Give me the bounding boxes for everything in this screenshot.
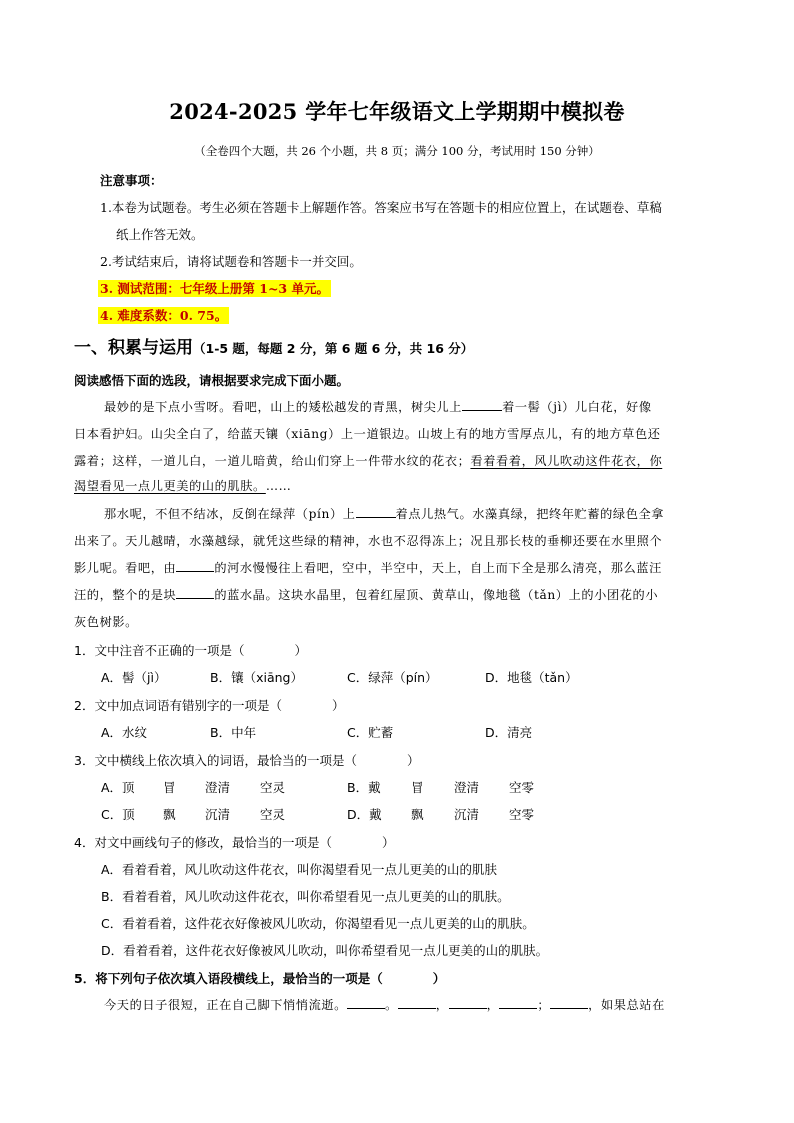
notice-item-1: 1.本卷为试题卷。考生必须在答题卡上解题作答。答案应书写在答题卡的相应位置上，在试题卷、草稿 [100,200,662,215]
passage-p2-line1: 那水呢，不但不结冰，反倒在绿萍（pín）上 着点儿热气。水藻真绿，把终年贮蓄的绿色全拿 [104,507,665,521]
section-1-heading: 一、积累与运用 [74,338,193,358]
section-1-title [74,333,473,358]
question-1-option-b[interactable]: B．镶（xiāng） [210,670,303,685]
question-3-option-d-word3: 沉清 [454,807,480,822]
question-4-option-c[interactable]: C．看着看着，这件花衣好像被风儿吹动，你渴望看见一点儿更美的山的肌肤。 [101,916,535,931]
question-2-stem: 2．文中加点词语有错别字的一项是（ ） [74,698,345,713]
blank-3 [176,559,214,572]
question-3-option-a-word3: 澄清 [205,780,231,795]
q5-blank-2 [398,996,436,1009]
question-3-option-b-word3: 澄清 [454,780,480,795]
question-3-option-d-word2: 飘 [411,807,424,822]
passage-p1-line1: 最妙的是下点小雪呀。看吧，山上的矮松越发的青黑，树尖儿上 着一髻（jì）儿白花，好像 [104,400,652,414]
question-3-option-a-word4: 空灵 [260,780,286,795]
question-3-option-c-word4: 空灵 [260,807,286,822]
question-2-option-b[interactable]: B．中年 [210,725,257,740]
question-2-option-c[interactable]: C．贮蓄 [347,725,394,740]
question-5-passage-line1: 今天的日子很短，正在自己脚下悄悄流逝。 。 ， ， ； ，如果总站在 [104,998,665,1012]
section-1-score-note: （1-5 题，每题 2 分，第 6 题 6 分，共 16 分） [193,341,474,356]
question-3-option-b-word4: 空零 [509,780,535,795]
passage-p2-line4: 汪的，整个的是块 的蓝水晶。这块水晶里，包着红屋顶、黄草山，像地毯（tǎn）上的小团花的小 [74,588,659,602]
question-3-option-c-word3: 沉清 [205,807,231,822]
question-5-stem: 5．将下列句子依次填入语段横线上，最恰当的一项是（ ） [74,971,446,986]
underlined-sentence-cont: 渴望看见一点儿更美的山的肌肤。 [74,479,266,493]
question-4-option-a[interactable]: A．看着看着，风儿吹动这件花衣，叫你渴望看见一点儿更美的山的肌肤 [101,862,498,877]
question-3-option-c-word2: 飘 [163,807,176,822]
exam-subtitle: （全卷四个大题，共 26 个小题，共 8 页；满分 100 分，考试用时 150 分钟） [194,144,600,158]
passage-p2-line5: 灰色树影。 [74,615,138,629]
passage-p1-line2: 日本看护妇。山尖全白了，给蓝天镶（xiāng）上一道银边。山坡上有的地方雪厚点儿，有的地方草色还 [74,427,661,441]
question-3-option-c[interactable]: C．顶 [101,807,135,822]
passage-p2-line3: 影儿呢。看吧，由 的河水慢慢往上看吧，空中，半空中，天上，自上而下全是那么清亮，那么蓝汪 [74,561,662,575]
underlined-sentence: 看着看着，风儿吹动这件花衣，你 [470,454,663,468]
question-3-stem: 3．文中横线上依次填入的词语，最恰当的一项是（ ） [74,753,420,768]
notice-heading: 注意事项： [100,173,163,188]
question-2-option-d[interactable]: D．清亮 [485,725,533,740]
question-3-option-b-word2: 冒 [411,780,424,795]
passage-p1-line3: 露着；这样，一道儿白，一道儿暗黄，给山们穿上一件带水纹的花衣；看着看着，风儿吹动这件花衣，你 [74,454,663,468]
question-1-option-d[interactable]: D．地毯（tǎn） [485,670,578,685]
passage-p2-line2: 出来了。天儿越晴，水藻越绿，就凭这些绿的精神，水也不忍得冻上；况且那长枝的垂柳还要在水里照个 [74,534,663,548]
question-1-option-c[interactable]: C．绿萍（pín） [347,670,438,685]
notice-item-2: 2.考试结束后，请将试题卷和答题卡一并交回。 [100,254,362,269]
question-1-option-a[interactable]: A．髻（jì） [101,670,167,685]
question-4-option-d[interactable]: D．看着看着，这件花衣好像被风儿吹动，叫你希望看见一点儿更美的山的肌肤。 [101,943,549,958]
blank-1 [462,398,502,411]
notice-item-3: 3. 测试范围：七年级上册第 1~3 单元。 [100,281,329,296]
exam-title: 2024-2025 学年七年级语文上学期期中模拟卷 [169,99,625,124]
question-2-option-a[interactable]: A．水纹 [101,725,148,740]
section-1-instruction: 阅读感悟下面的选段，请根据要求完成下面小题。 [74,373,350,388]
q5-blank-3 [449,996,487,1009]
question-3-option-d[interactable]: D．戴 [347,807,382,822]
q5-blank-5 [550,996,588,1009]
q5-blank-4 [499,996,537,1009]
question-4-stem: 4．对文中画线句子的修改，最恰当的一项是（ ） [74,835,395,850]
question-3-option-a-word2: 冒 [163,780,176,795]
passage-p1-line4: 渴望看见一点儿更美的山的肌肤。…… [74,479,292,493]
question-3-option-b[interactable]: B．戴 [347,780,381,795]
question-1-stem: 1．文中注音不正确的一项是（ ） [74,643,307,658]
question-3-option-a[interactable]: A．顶 [101,780,135,795]
blank-4 [176,586,214,599]
blank-2 [356,505,396,518]
notice-item-4: 4. 难度系数：0. 75。 [100,308,228,323]
notice-item-1-cont: 纸上作答无效。 [116,227,204,242]
question-3-option-d-word4: 空零 [509,807,535,822]
question-4-option-b[interactable]: B．看着看着，风儿吹动这件花衣，叫你希望看见一点儿更美的山的肌肤。 [101,889,510,904]
q5-blank-1 [347,996,385,1009]
